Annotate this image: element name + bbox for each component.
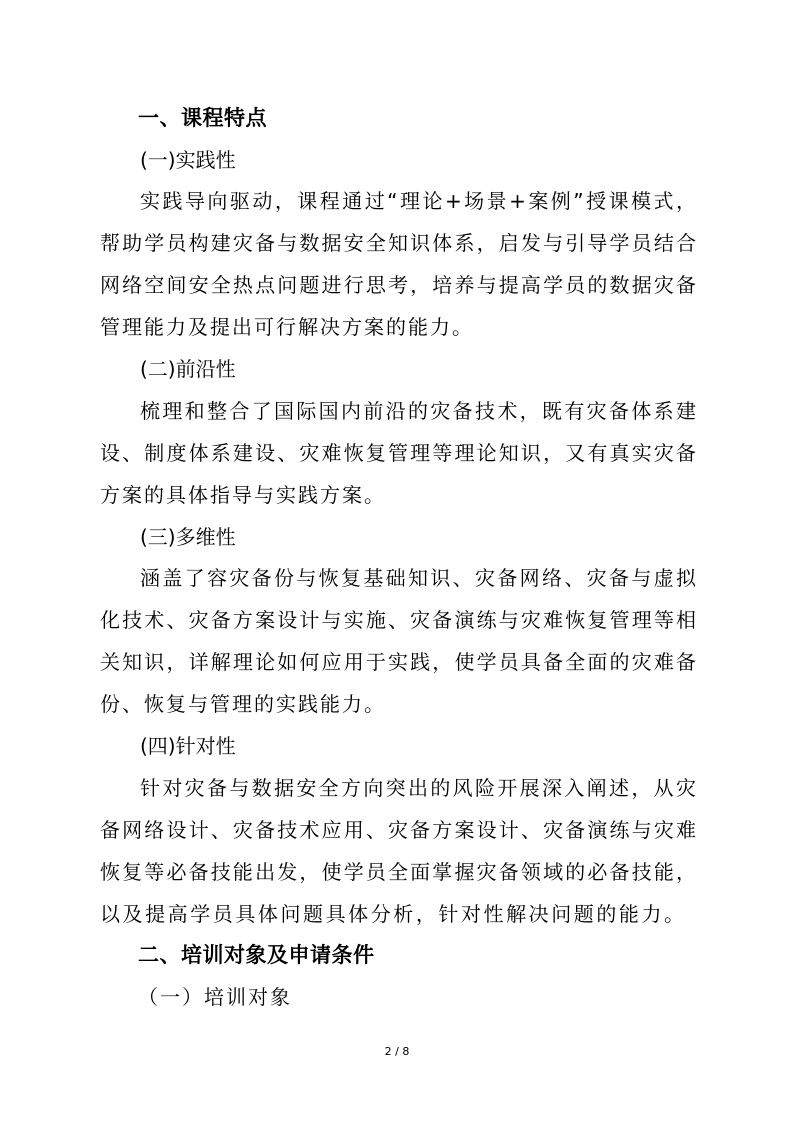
- section-heading-trainees-and-conditions: 二、培训对象及申请条件: [138, 943, 375, 967]
- subsection-heading-trainees: （一）培训对象: [138, 985, 292, 1009]
- paragraph-line: 帮助学员构建灾备与数据安全知识体系，启发与引导学员结合: [100, 231, 696, 255]
- paragraph-line: 以及提高学员具体问题具体分析，针对性解决问题的能力。: [100, 902, 684, 926]
- subsection-heading-targeted: (四)针对性: [140, 734, 236, 758]
- subsection-heading-practicality: (一)实践性: [140, 148, 236, 172]
- paragraph-line: 恢复等必备技能出发，使学员全面掌握灾备领域的必备技能，: [100, 860, 696, 884]
- paragraph-line: 梳理和整合了国际国内前沿的灾备技术，既有灾备体系建: [140, 399, 696, 423]
- subsection-heading-frontier: (二)前沿性: [140, 357, 236, 381]
- paragraph-line: 网络空间安全热点问题进行思考，培养与提高学员的数据灾备: [100, 273, 696, 297]
- paragraph-line: 方案的具体指导与实践方案。: [100, 483, 386, 507]
- paragraph-line: 实践导向驱动，课程通过“理论+场景+案例”授课模式，: [140, 189, 696, 213]
- subsection-heading-multidimensional: (三)多维性: [140, 525, 236, 549]
- paragraph-line: 管理能力及提出可行解决方案的能力。: [100, 315, 474, 339]
- section-heading-course-features: 一、课程特点: [138, 106, 267, 130]
- paragraph-line: 设、制度体系建设、灾难恢复管理等理论知识，又有真实灾备: [100, 441, 696, 465]
- page-number: 2 / 8: [384, 1045, 410, 1058]
- paragraph-line: 关知识，详解理论如何应用于实践，使学员具备全面的灾难备: [100, 650, 696, 674]
- paragraph-line: 化技术、灾备方案设计与实施、灾备演练与灾难恢复管理等相: [100, 608, 696, 632]
- paragraph-line: 备网络设计、灾备技术应用、灾备方案设计、灾备演练与灾难: [100, 818, 696, 842]
- paragraph-line: 份、恢复与管理的实践能力。: [100, 692, 386, 716]
- paragraph-line: 针对灾备与数据安全方向突出的风险开展深入阐述，从灾: [140, 776, 696, 800]
- paragraph-line: 涵盖了容灾备份与恢复基础知识、灾备网络、灾备与虚拟: [140, 566, 696, 590]
